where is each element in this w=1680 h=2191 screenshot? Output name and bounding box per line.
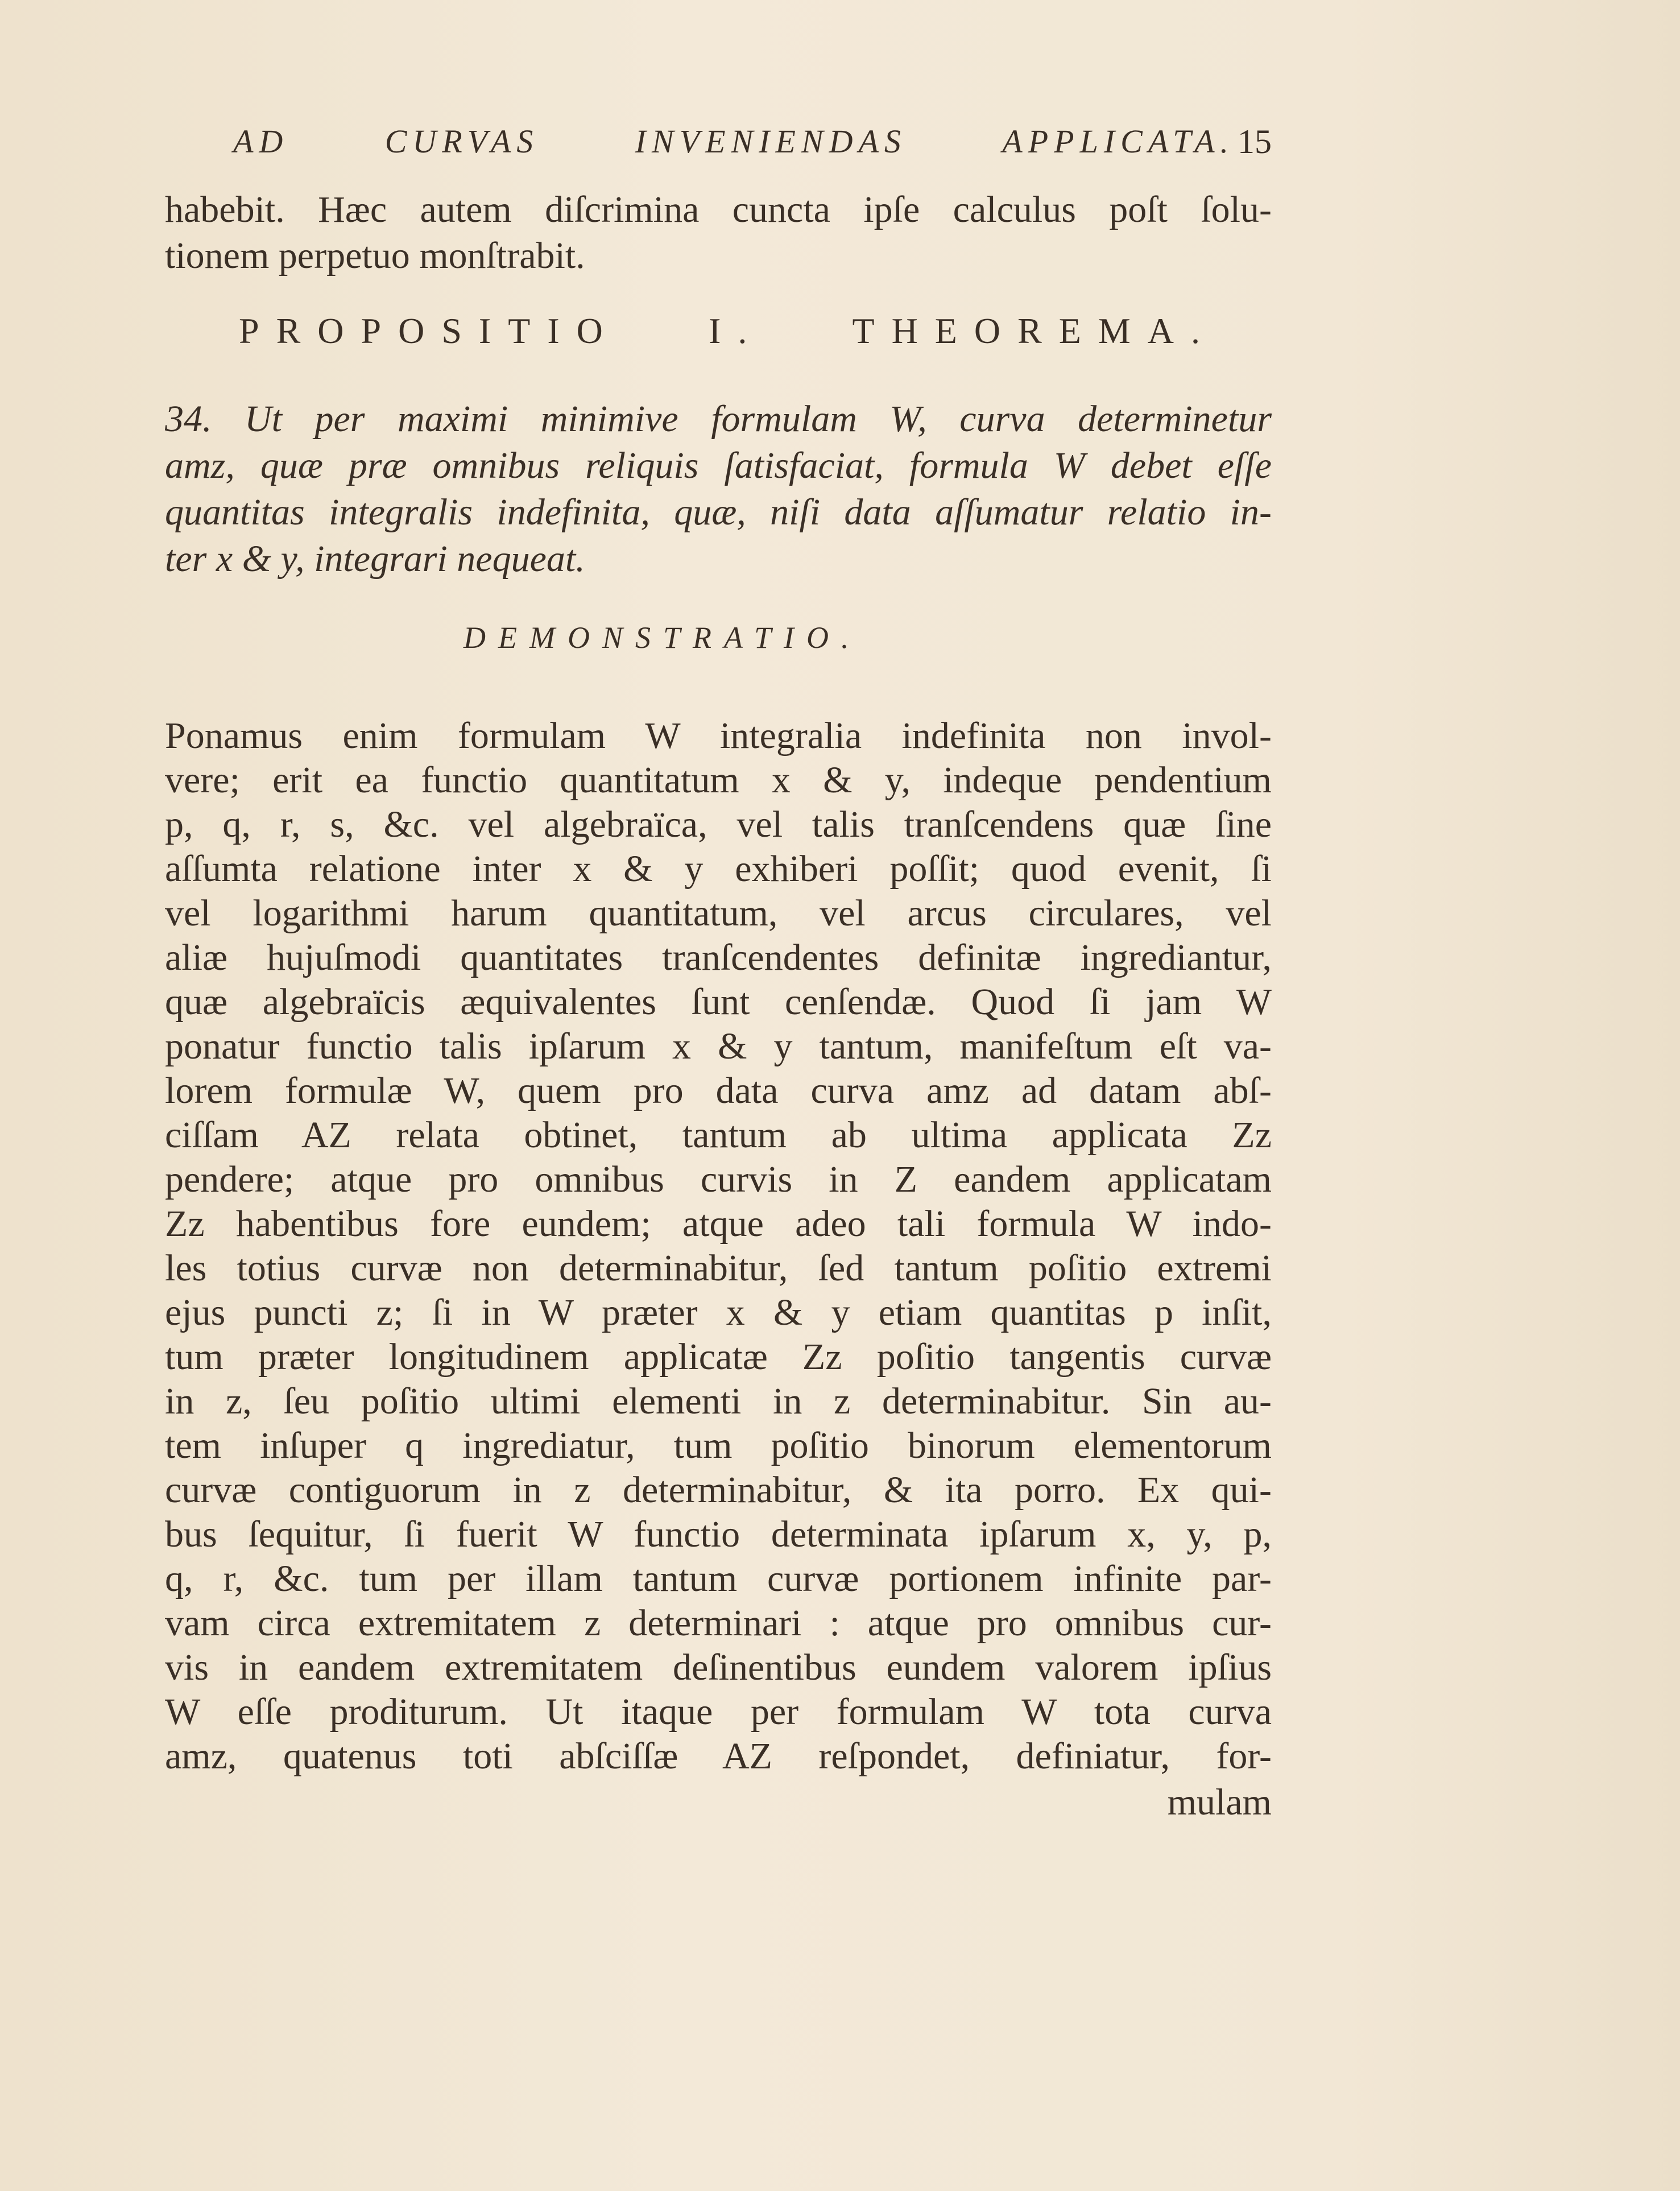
- text-line: les totius curvæ non determinabitur, ſed tantum poſitio extremi: [165, 1247, 1272, 1289]
- page-number: 15: [1238, 123, 1272, 160]
- text-line: amz, quæ præ omnibus reliquis ſatisfaciat, formula W debet eſſe: [165, 445, 1272, 486]
- text-line: ejus puncti z; ſi in W præter x & y etiam quantitas p inſit,: [165, 1292, 1272, 1333]
- demonstration-heading: DEMONSTRATIO.: [464, 621, 862, 655]
- text-line: Ponamus enim formulam W integralia indefinita non invol-: [165, 715, 1272, 756]
- text-line: ter x & y, integrari nequeat.: [165, 538, 585, 580]
- text-line: amz, quatenus toti abſciſſæ AZ reſpondet, definiatur, for-: [165, 1735, 1272, 1777]
- text-line: quantitas integralis indefinita, quæ, niſi data aſſumatur relatio in-: [165, 491, 1272, 533]
- text-line: habebit. Hæc autem diſcrimina cuncta ipſe calculus poſt ſolu-: [165, 189, 1272, 230]
- text-line: vis in eandem extremitatem deſinentibus eundem valorem ipſius: [165, 1647, 1272, 1688]
- text-line: pendere; atque pro omnibus curvis in Z eandem applicatam: [165, 1159, 1272, 1200]
- running-title: AD CURVAS INVENIENDAS APPLICATA.: [233, 123, 1234, 160]
- catchword: mulam: [1167, 1781, 1272, 1823]
- text-line: tum præter longitudinem applicatæ Zz poſitio tangentis curvæ: [165, 1336, 1272, 1378]
- text-line: curvæ contiguorum in z determinabitur, & ita porro. Ex qui-: [165, 1469, 1272, 1511]
- text-line: ciſſam AZ relata obtinet, tantum ab ultima applicata Zz: [165, 1114, 1272, 1156]
- proposition-heading: PROPOSITIO I. THEOREMA.: [239, 311, 1217, 351]
- text-line: vam circa extremitatem z determinari : atque pro omnibus cur-: [165, 1602, 1272, 1644]
- text-line: tem inſuper q ingrediatur, tum poſitio binorum elementorum: [165, 1425, 1272, 1466]
- text-line: vel logarithmi harum quantitatum, vel arcus circulares, vel: [165, 892, 1272, 934]
- text-line: tionem perpetuo monſtrabit.: [165, 235, 585, 276]
- text-line: lorem formulæ W, quem pro data curva amz ad datam abſ-: [165, 1070, 1272, 1111]
- text-line: 34. Ut per maximi minimive formulam W, curva determinetur: [165, 398, 1272, 440]
- text-line: aſſumta relatione inter x & y exhiberi poſſit; quod evenit, ſi: [165, 848, 1272, 890]
- text-line: in z, ſeu poſitio ultimi elementi in z determinabitur. Sin au-: [165, 1380, 1272, 1422]
- text-line: ponatur functio talis ipſarum x & y tantum, manifeſtum eſt va-: [165, 1026, 1272, 1067]
- text-line: p, q, r, s, &c. vel algebraïca, vel talis tranſcendens quæ ſine: [165, 804, 1272, 845]
- text-line: aliæ hujuſmodi quantitates tranſcendentes definitæ ingrediantur,: [165, 937, 1272, 978]
- text-line: bus ſequitur, ſi fuerit W functio determinata ipſarum x, y, p,: [165, 1514, 1272, 1555]
- text-line: vere; erit ea functio quantitatum x & y, indeque pendentium: [165, 759, 1272, 801]
- text-line: q, r, &c. tum per illam tantum curvæ portionem infinite par-: [165, 1558, 1272, 1599]
- text-line: Zz habentibus fore eundem; atque adeo tali formula W indo-: [165, 1203, 1272, 1245]
- text-line: quæ algebraïcis æquivalentes ſunt cenſendæ. Quod ſi jam W: [165, 981, 1272, 1023]
- text-line: W eſſe proditurum. Ut itaque per formulam W tota curva: [165, 1691, 1272, 1733]
